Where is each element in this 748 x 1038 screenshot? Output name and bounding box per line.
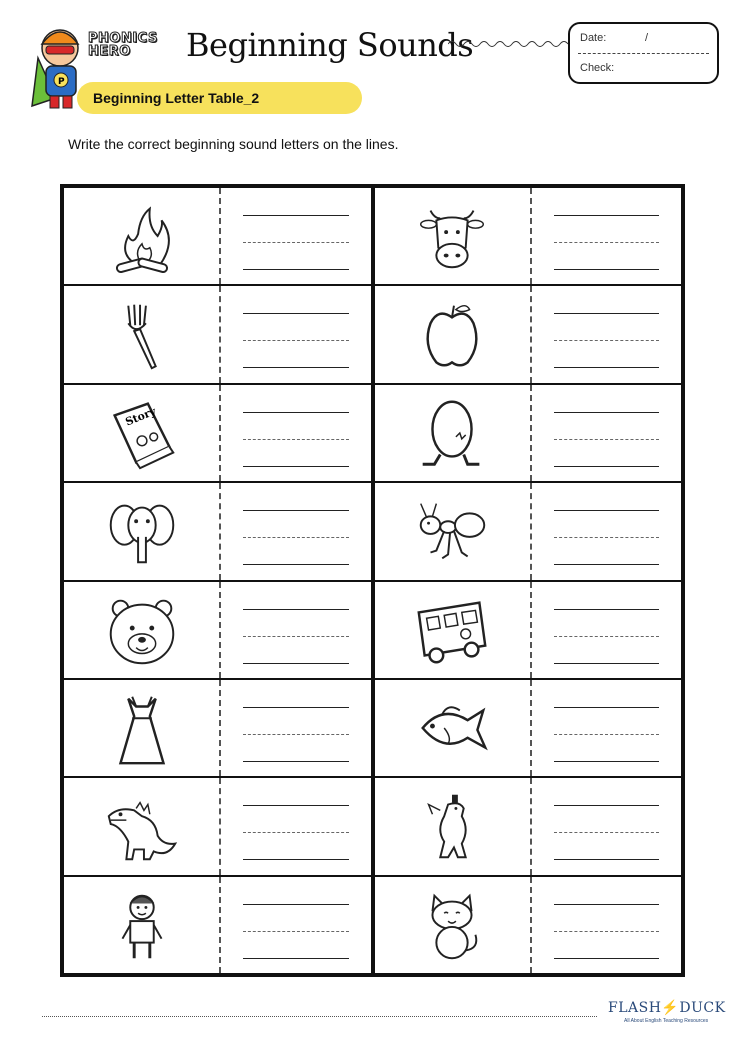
writing-lines[interactable] bbox=[532, 385, 682, 481]
top-writing-line bbox=[554, 510, 660, 511]
date-check-box bbox=[568, 22, 719, 84]
date-separator: / bbox=[645, 32, 649, 44]
top-writing-line bbox=[243, 215, 349, 216]
phonics-hero-logo bbox=[88, 32, 184, 70]
bear-icon bbox=[99, 590, 185, 670]
base-writing-line bbox=[243, 466, 349, 467]
picture-box bbox=[375, 188, 532, 284]
apple-icon bbox=[409, 295, 495, 375]
picture-box bbox=[64, 680, 221, 776]
worksheet-cell bbox=[64, 188, 371, 284]
instructions: Write the correct beginning sound letters on the lines. bbox=[68, 136, 399, 152]
base-writing-line bbox=[243, 761, 349, 762]
svg-text:Story: Story bbox=[122, 404, 158, 429]
boy-icon bbox=[99, 885, 185, 965]
base-writing-line bbox=[554, 466, 660, 467]
worksheet-cell bbox=[375, 383, 682, 481]
elephant-icon bbox=[99, 491, 185, 571]
middle-dashed-line bbox=[243, 832, 349, 833]
top-writing-line bbox=[554, 412, 660, 413]
base-writing-line bbox=[554, 269, 660, 270]
top-writing-line bbox=[243, 609, 349, 610]
top-writing-line bbox=[243, 313, 349, 314]
ant-icon bbox=[409, 491, 495, 571]
worksheet-cell bbox=[64, 284, 371, 382]
top-writing-line bbox=[554, 215, 660, 216]
logo-right-text: DUCK bbox=[679, 1000, 726, 1016]
writing-lines[interactable] bbox=[221, 385, 371, 481]
subtitle: Beginning Letter Table_2 bbox=[93, 90, 260, 106]
top-writing-line bbox=[554, 805, 660, 806]
base-writing-line bbox=[243, 367, 349, 368]
worksheet-table bbox=[60, 184, 685, 977]
worksheet-cell bbox=[375, 188, 682, 284]
middle-dashed-line bbox=[243, 734, 349, 735]
worksheet-cell bbox=[375, 481, 682, 579]
base-writing-line bbox=[243, 859, 349, 860]
picture-box bbox=[64, 385, 221, 481]
fork-icon bbox=[99, 295, 185, 375]
middle-dashed-line bbox=[243, 242, 349, 243]
footer-dotted-line bbox=[42, 1016, 597, 1017]
writing-lines[interactable] bbox=[532, 778, 682, 874]
picture-box bbox=[375, 286, 532, 382]
picture-box bbox=[64, 286, 221, 382]
writing-lines[interactable] bbox=[221, 680, 371, 776]
dinosaur-icon bbox=[99, 786, 185, 866]
picture-box bbox=[375, 877, 532, 973]
picture-box bbox=[375, 680, 532, 776]
picture-box bbox=[64, 877, 221, 973]
right-column bbox=[371, 188, 682, 973]
date-label: Date: bbox=[580, 32, 607, 44]
middle-dashed-line bbox=[243, 636, 349, 637]
top-writing-line bbox=[243, 707, 349, 708]
date-check-divider bbox=[578, 53, 709, 54]
fish-icon bbox=[409, 688, 495, 768]
writing-lines[interactable] bbox=[221, 286, 371, 382]
base-writing-line bbox=[554, 859, 660, 860]
middle-dashed-line bbox=[243, 537, 349, 538]
middle-dashed-line bbox=[243, 340, 349, 341]
base-writing-line bbox=[243, 958, 349, 959]
base-writing-line bbox=[243, 564, 349, 565]
middle-dashed-line bbox=[243, 931, 349, 932]
base-writing-line bbox=[554, 564, 660, 565]
lightning-bolt-icon: ⚡ bbox=[661, 1000, 680, 1016]
logo-left-text: FLASH bbox=[608, 1000, 662, 1016]
worksheet-cell bbox=[64, 580, 371, 678]
brand-line-1: PHONICS bbox=[88, 31, 158, 46]
top-writing-line bbox=[243, 805, 349, 806]
picture-box bbox=[375, 778, 532, 874]
picture-box bbox=[375, 483, 532, 579]
middle-dashed-line bbox=[554, 537, 660, 538]
bus-icon bbox=[409, 590, 495, 670]
worksheet-cell bbox=[375, 284, 682, 382]
brand-line-2: HERO bbox=[88, 44, 131, 59]
worksheet-cell bbox=[64, 678, 371, 776]
base-writing-line bbox=[243, 269, 349, 270]
cat-icon bbox=[409, 885, 495, 965]
writing-lines[interactable] bbox=[221, 582, 371, 678]
worksheet-cell bbox=[64, 875, 371, 973]
base-writing-line bbox=[554, 367, 660, 368]
top-writing-line bbox=[554, 609, 660, 610]
worksheet-cell bbox=[375, 580, 682, 678]
top-writing-line bbox=[243, 412, 349, 413]
base-writing-line bbox=[243, 663, 349, 664]
top-writing-line bbox=[554, 904, 660, 905]
middle-dashed-line bbox=[554, 931, 660, 932]
base-writing-line bbox=[554, 663, 660, 664]
worksheet-cell bbox=[64, 481, 371, 579]
writing-lines[interactable] bbox=[221, 188, 371, 284]
picture-box bbox=[375, 385, 532, 481]
worksheet-cell bbox=[375, 875, 682, 973]
flashduck-logo bbox=[608, 1000, 726, 1016]
footer-tagline: All About English Teaching Resources bbox=[624, 1018, 709, 1024]
cow-icon bbox=[409, 196, 495, 276]
writing-lines[interactable] bbox=[221, 778, 371, 874]
egg-icon bbox=[409, 393, 495, 473]
worksheet-cell bbox=[64, 383, 371, 481]
picture-box bbox=[64, 483, 221, 579]
middle-dashed-line bbox=[554, 636, 660, 637]
worksheet-cell bbox=[375, 678, 682, 776]
writing-lines[interactable] bbox=[532, 877, 682, 973]
decorative-wave-line bbox=[448, 38, 568, 50]
middle-dashed-line bbox=[554, 734, 660, 735]
middle-dashed-line bbox=[243, 439, 349, 440]
worksheet-cell bbox=[64, 776, 371, 874]
alligator-icon bbox=[409, 786, 495, 866]
top-writing-line bbox=[243, 510, 349, 511]
base-writing-line bbox=[554, 761, 660, 762]
left-column bbox=[64, 188, 371, 973]
base-writing-line bbox=[554, 958, 660, 959]
writing-lines[interactable] bbox=[532, 483, 682, 579]
writing-lines[interactable] bbox=[221, 877, 371, 973]
top-writing-line bbox=[243, 904, 349, 905]
middle-dashed-line bbox=[554, 439, 660, 440]
top-writing-line bbox=[554, 707, 660, 708]
writing-lines[interactable] bbox=[532, 582, 682, 678]
picture-box bbox=[64, 188, 221, 284]
page-title: Beginning Sounds bbox=[186, 26, 474, 64]
writing-lines[interactable] bbox=[532, 286, 682, 382]
middle-dashed-line bbox=[554, 832, 660, 833]
middle-dashed-line bbox=[554, 340, 660, 341]
worksheet-cell bbox=[375, 776, 682, 874]
top-writing-line bbox=[554, 313, 660, 314]
svg-text:P: P bbox=[58, 77, 65, 87]
check-label: Check: bbox=[580, 62, 615, 74]
middle-dashed-line bbox=[554, 242, 660, 243]
picture-box bbox=[375, 582, 532, 678]
dress-icon bbox=[99, 688, 185, 768]
writing-lines[interactable] bbox=[221, 483, 371, 579]
storybook-icon bbox=[99, 393, 185, 473]
writing-lines[interactable] bbox=[532, 680, 682, 776]
fire-icon bbox=[99, 196, 185, 276]
picture-box bbox=[64, 582, 221, 678]
writing-lines[interactable] bbox=[532, 188, 682, 284]
picture-box bbox=[64, 778, 221, 874]
